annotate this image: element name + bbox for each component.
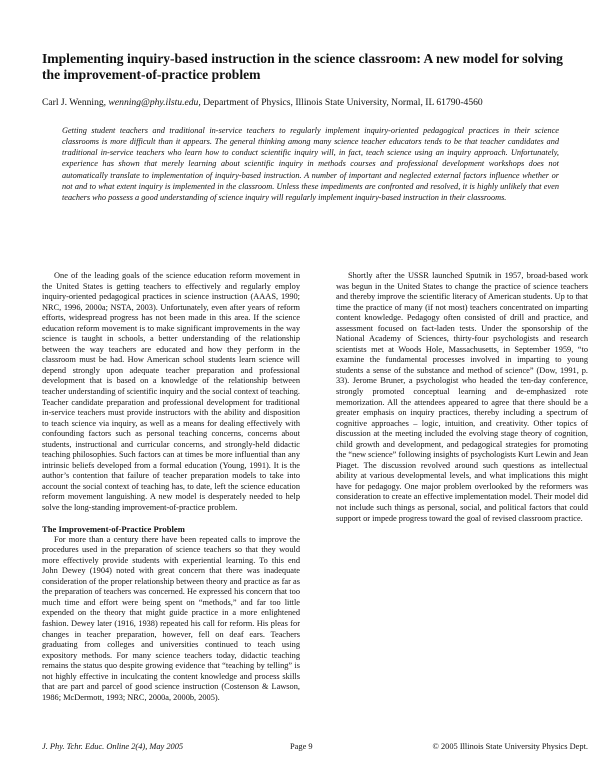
body-paragraph-3: Shortly after the USSR launched Sputnik in 1957, broad-based work was begun in the United States to change the practice of science teachers and thereby improve the scientific literacy of American students. Up to that time the practice of many (if not most) teachers concentrated on imparting content knowledge. Pedagogy often consisted of drill and practice, and assessment focused on fact-laden tests. Under the sponsorship of the National Academy of Sciences, thirty-four psychologists and research scientists met at Woods Hole, Massachusetts, in September 1959, “to examine the fundamental processes involved in imparting to young students a sense of the substance and method of science” (Dow, 1991, p. 33). Jerome Bruner, a psychologist who headed the ten-day conference, strongly promoted conceptual learning and de-emphasized rote memorization. All the attendees appeared to agree that there should be a greater emphasis on inquiry practices, thereby including a spectrum of cognitive approaches – logic, intuition, and creativity. Other topics of discussion at the meeting included the evolving stage theory of cognition, child growth and development, and pedagogical strategies for promoting the “new science” following insights of psychologists Kurt Lewin and Jean Piaget. The discussion revolved around such questions as intellectual ability at various developmental levels, and what implications this might have for pedagogy. One major problem overlooked by the reformers was consideration to create an effective implementation model. Their model did not include such things as personal, social, and political factors that could support or impede progress toward the goal of revised classroom practice. [336,271,588,523]
footer-page-number: Page 9 [290,742,313,751]
footer-journal: J. Phy. Tchr. Educ. Online 2(4), May 2005 [42,742,184,751]
article-title: Implementing inquiry-based instruction in the science classroom: A new model for solving the improvement-of-practice problem [42,51,563,82]
author-byline [42,97,572,109]
section-heading: The Improvement-of-Practice Problem [42,523,185,534]
author-email: wenning@phy.ilstu.edu, [108,97,201,108]
left-column [42,271,300,703]
author-name: Carl J. Wenning, [42,97,107,108]
right-column [336,271,588,524]
body-paragraph-1: One of the leading goals of the science education reform movement in the United States is getting teachers to effectively and regularly employ inquiry-oriented pedagogical practices in science instruction (AAAS, 1990; NRC, 1996, 2000a; NSTA, 2003). Unfortunately, even after years of reform efforts, widespread progress has not been made in this area. If the science education reform movement is to make significant improvements in the way science is taught in schools, a better understanding of the relationship between the way teachers are educated and how they perform in the classroom must be had. How American school students learn science will depend strongly upon adequate teacher preparation and professional development that is based on a knowledge of the relationship between teacher understanding of scientific inquiry and the social context of teaching. Teacher candidate preparation and professional development for traditional in-service teachers must provide instructors with the ability and disposition to teach science via inquiry, as well as a means for dealing effectively with confounding factors such as personal teaching concerns, concerns about students, instructional and curricular concerns, and strongly-held didactic teaching philosophies. Such factors can at times be more influential than any intrinsic beliefs developed from a formal education (Young, 1991). It is the author’s contention that failure of teacher preparation models to take into account the social context of teaching has, to date, left the science education reform movement languishing. A new model is desperately needed to help solve the long-standing improvement-of-practice problem. [42,271,300,513]
footer-copyright: © 2005 Illinois State University Physics Dept. [432,742,588,751]
author-affiliation: Department of Physics, Illinois State University, Normal, IL 61790-4560 [203,97,483,108]
page-footer [42,741,588,753]
abstract: Getting student teachers and traditional in-service teachers to regularly implement inquiry-oriented pedagogical practices in their science classrooms is more difficult than it appears. The general thinking among many science teacher educators tends to be that teacher candidates and traditional in-service teachers who learn how to conduct scientific inquiry will, in fact, teach science using an inquiry approach. Unfortunately, experience has shown that merely learning about scientific inquiry in methods courses and professional development workshops does not automatically translate to implementation of inquiry-based instruction. A number of important and neglected external factors influence whether or not and to what extent inquiry is implemented in the classroom. Unless these impediments are confronted and resolved, it is highly unlikely that even teachers who possess a good understanding of science inquiry will regularly implement inquiry-based instruction in their classrooms. [62,126,559,202]
body-paragraph-2: For more than a century there have been repeated calls to improve the procedures used in the preparation of science teachers so that they would more effectively provide students with experiential learning. To this end John Dewey (1904) noted with great concern that there was inadequate consideration of the proper relationship between theory and practice as far as the preparation of teachers was concerned. He expressed his concern that too much time and effort were being spent on “methods,” and far too little expended on the theory that might guide practice in a more enlightened fashion. Dewey later (1916, 1938) repeated his call for reform. His pleas for changes in teacher preparation, however, fell on deaf ears. Teachers graduating from colleges and universities continued to teach using expository methods. For many science teachers today, didactic teaching remains the status quo despite growing evidence that “teaching by telling” is not highly effective in inculcating the content knowledge and process skills that are part and parcel of good science instruction (Costenson & Lawson, 1986; McDermott, 1993; NRC, 2000a, 2000b, 2005). [42,534,300,702]
